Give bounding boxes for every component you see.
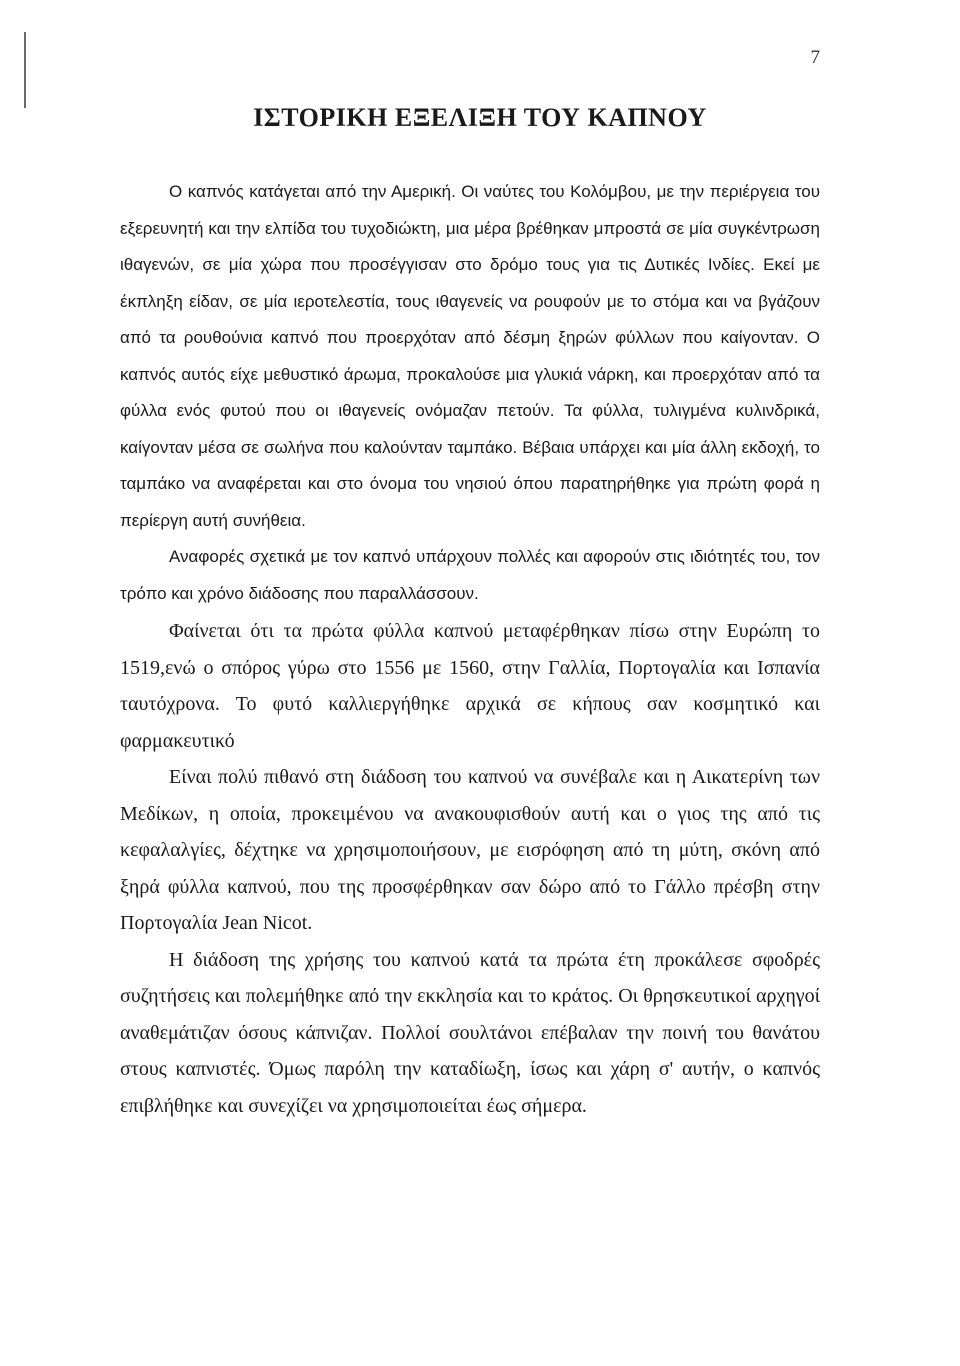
document-body (120, 174, 820, 1124)
paragraph-references: Αναφορές σχετικά με τον καπνό υπάρχουν πολλές και αφορούν στις ιδιότητές του, τον τρόπο και χρόνο διάδοσης που παραλλάσσουν. (120, 547, 820, 603)
paragraph-opposition: Η διάδοση της χρήσης του καπνού κατά τα πρώτα έτη προκάλεσε σφοδρές συζητήσεις και πολεμήθηκε από την εκκλησία και το κράτος. Οι θρησκευτικοί αρχηγοί αναθεμάτιζαν όσους κάπνιζαν. Πολλοί σουλτάνοι επέβαλαν την ποινή του θανάτου στους καπνιστές. Όμως παρόλη την καταδίωξη, ίσως και χάρη σ' αυτήν, ο καπνός επιβλήθηκε και συνεχίζει να χρησιμοποιείται έως σήμερα. (120, 948, 820, 1117)
paragraph-catherine-de-medici: Είναι πολύ πιθανό στη διάδοση του καπνού να συνέβαλε και η Αικατερίνη των Μεδίκων, η οποία, προκειμένου να ανακουφισθούν αυτή και ο γιος της από τις κεφαλαλγίες, δέχτηκε να χρησιμοποιήσουν, με εισρόφηση από τη μύτη, σκόνη από ξηρά φύλλα καπνού, που της προσφέρθηκαν σαν δώρο από το Γάλλο πρέσβη στην Πορτογαλία Jean Nicot. (120, 766, 820, 934)
paragraph-origin-of-tobacco: Ο καπνός κατάγεται από την Αμερική. Οι ναύτες του Κολόμβου, με την περιέργεια του εξερευνητή και την ελπίδα του τυχοδιώκτη, μια μέρα βρέθηκαν μπροστά σε μία συγκέντρωση ιθαγενών, σε μία χώρα που προσέγγισαν στο δρόμο τους για τις Δυτικές Ινδίες. Εκεί με έκπληξη είδαν, σε μία ιεροτελεστία, τους ιθαγενείς να ρουφούν με το στόμα και να βγάζουν από τα ρουθούνια καπνό που προερχόταν από δέσμη ξηρών φύλλων που καίγονταν. Ο καπνός αυτός είχε μεθυστικό άρωμα, προκαλούσε μια γλυκιά νάρκη, και προερχόταν από τα φύλλα ενός φυτού που οι ιθαγενείς ονόμαζαν πετούν. Τα φύλλα, τυλιγμένα κυλινδρικά, καίγονταν μέσα σε σωλήνα που καλούνταν ταμπάκο. Βέβαια υπάρχει και μία άλλη εκδοχή, το ταμπάκο να αναφέρεται και στο όνομα του νησιού όπου παρατηρήθηκε για πρώτη φορά η περίεργη αυτή συνήθεια. (120, 182, 820, 530)
page-number: 7 (810, 47, 820, 68)
page-title: ΙΣΤΟΡΙΚΗ ΕΞΕΛΙΞΗ ΤΟΥ ΚΑΠΝΟΥ (253, 103, 707, 132)
paragraph-arrival-in-europe: Φαίνεται ότι τα πρώτα φύλλα καπνού μεταφέρθηκαν πίσω στην Ευρώπη το 1519,ενώ ο σπόρος γύρω στο 1556 με 1560, στην Γαλλία, Πορτογαλία και Ισπανία ταυτόχρονα. Το φυτό καλλιεργήθηκε αρχικά σε κήπους σαν κοσμητικό και φαρμακευτικό (120, 620, 820, 752)
scan-edge-line (24, 32, 26, 108)
